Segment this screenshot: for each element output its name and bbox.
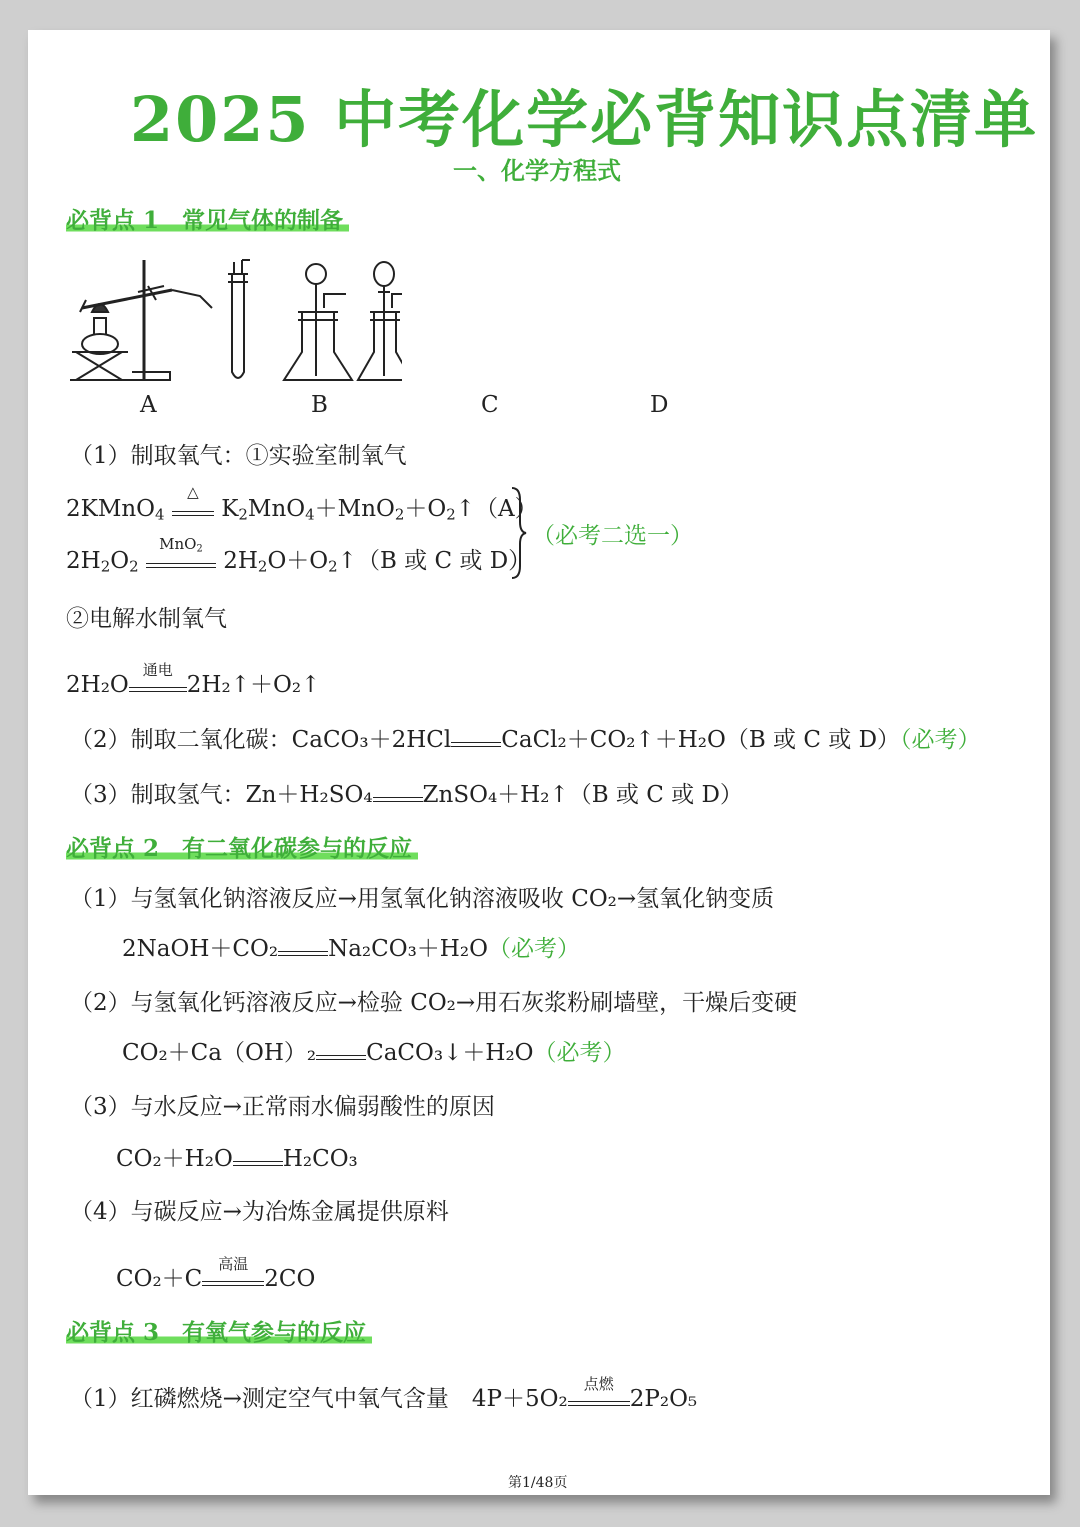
electrolysis-title: ②电解水制氧气	[66, 606, 227, 632]
equation-water: CO₂＋H₂O H₂CO₃	[116, 1146, 358, 1172]
reaction-condition-sign: △	[172, 509, 214, 516]
equation-naoh: 2NaOH＋CO₂ Na₂CO₃＋H₂O（必考）	[122, 936, 580, 962]
section-heading-2: 必背点 2 有二氧化碳参与的反应	[66, 830, 418, 863]
chapter-subtitle: 一、化学方程式	[453, 156, 621, 185]
equation-carbon: CO₂＋C 高温 2CO	[116, 1255, 316, 1292]
section-heading-3: 必背点 3 有氧气参与的反应	[66, 1314, 372, 1347]
equation-h2-prep: （3）制取氢气：Zn＋H₂SO₄ ZnSO₄＋H₂↑（B 或 C 或 D）	[70, 782, 743, 808]
equation-electrolysis: 2H₂O 通电 2H₂↑＋O₂↑	[66, 661, 321, 698]
equation-caoh: CO₂＋Ca（OH）₂ CaCO₃↓＋H₂O（必考）	[122, 1040, 626, 1066]
equation-phosphorus: 4P＋5O₂ 点燃 2P₂O₅	[471, 1375, 698, 1412]
document-page	[28, 30, 1050, 1495]
equation-h2o2: $2H_2O_2$ MnO$_2$ $2H_2O+O_2↑(B$ 或 C 或 D）	[66, 535, 532, 576]
curly-brace	[508, 486, 528, 580]
equation-co2-prep: （2）制取二氧化碳：CaCO₃＋2HCl CaCl₂＋CO₂↑＋H₂O（B 或 C 或 D）（必考）	[70, 727, 981, 753]
naoh-reaction-title: （1）与氢氧化钠溶液反应→用氢氧化钠溶液吸收 CO₂→氢氧化钠变质	[70, 886, 775, 912]
phosphorus-line: （1）红磷燃烧→测定空气中氧气含量 4P＋5O₂ 点燃 2P₂O₅	[70, 1375, 698, 1412]
carbon-reaction-title: （4）与碳反应→为冶炼金属提供原料	[70, 1199, 449, 1225]
oxygen-prep-title: （1）制取氧气：①实验室制氧气	[70, 443, 407, 469]
apparatus-illustration	[62, 252, 402, 392]
apparatus-label-b: B	[311, 392, 328, 418]
apparatus-label-d: D	[650, 392, 669, 418]
apparatus-label-a: A	[140, 392, 157, 418]
must-test-choose-one-tag: （必考二选一）	[532, 523, 693, 549]
apparatus-label-c: C	[481, 392, 499, 418]
water-reaction-title: （3）与水反应→正常雨水偏弱酸性的原因	[70, 1094, 495, 1120]
equation-kmno4: 2KMnO$_4$ △ $K_2MnO_4+MnO_2+O_2↑(A)$	[66, 483, 538, 524]
section-heading-1: 必背点 1 常见气体的制备	[66, 202, 349, 235]
caoh-reaction-title: （2）与氢氧化钙溶液反应→检验 CO₂→用石灰浆粉刷墙壁，干燥后变硬	[70, 990, 798, 1016]
page-number: 第1/48页	[508, 1475, 568, 1491]
page-title: 2025 中考化学必背知识点清单	[130, 83, 1039, 156]
reaction-condition-catalyst: MnO$_2$	[146, 561, 216, 568]
